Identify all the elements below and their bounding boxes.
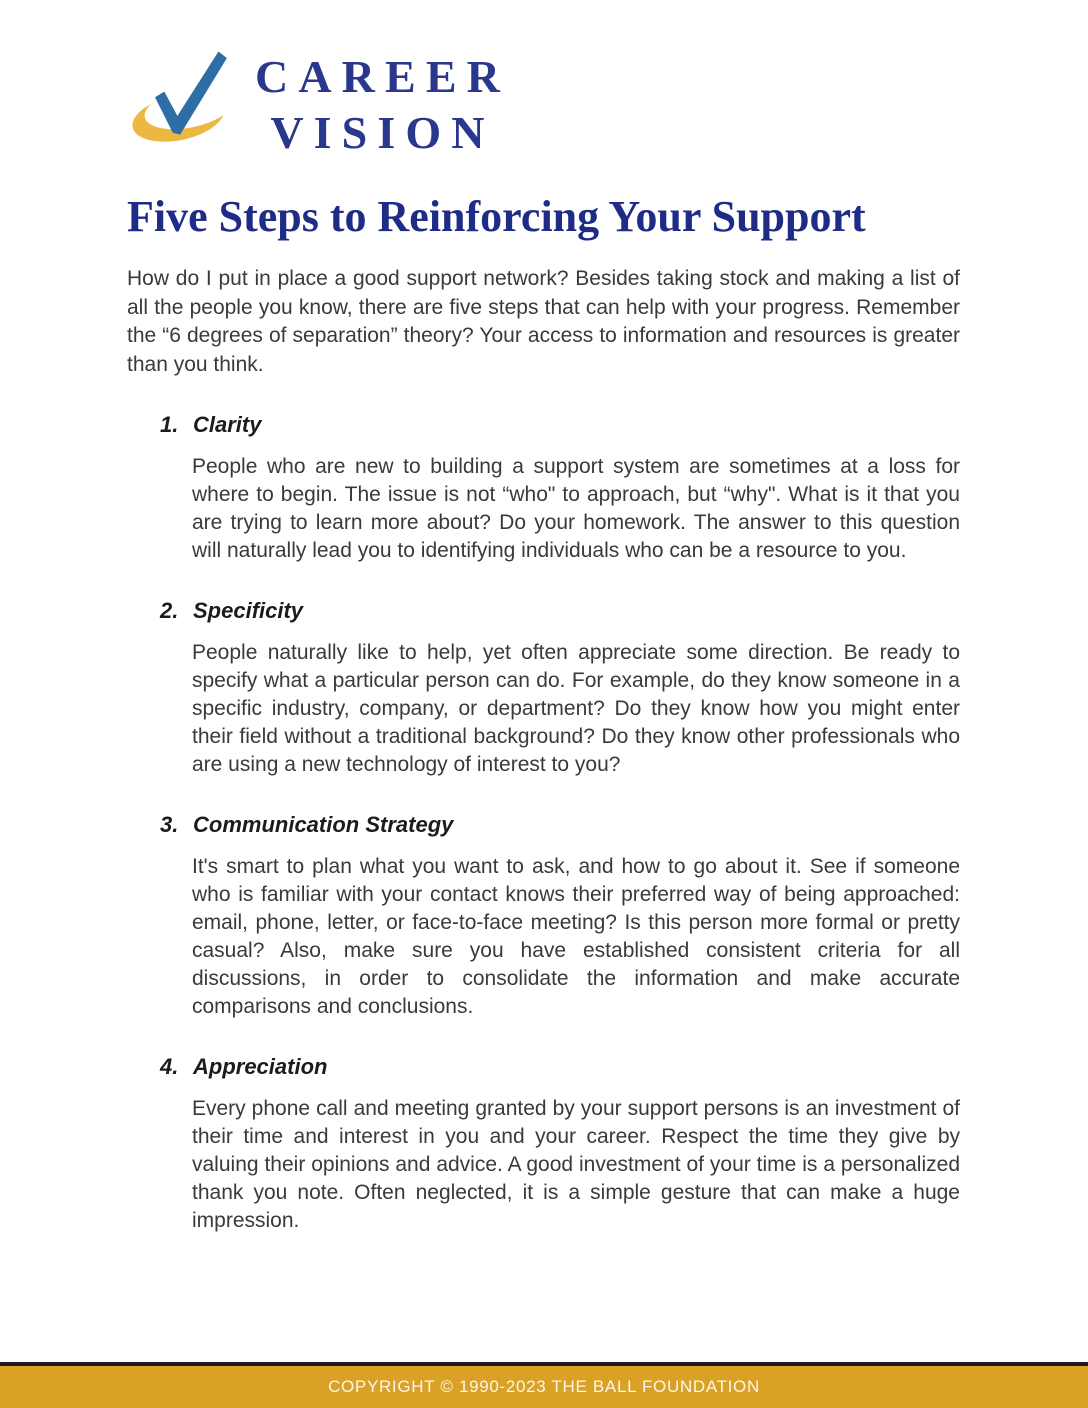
step-body: People who are new to building a support system are sometimes at a loss for where to begin. The issue is not “who" to approach, but “why". What is it that you are trying to learn more about? Do your homework. The answer to this question will naturally lead you to identifying individuals who can be a resource to you. (192, 455, 960, 562)
copyright-text: COPYRIGHT © 1990-2023 THE BALL FOUNDATION (328, 1377, 760, 1396)
step-body: People naturally like to help, yet often appreciate some direction. Be ready to specify what a particular person can do. For example, do they know someone in a specific industry, company, or department? Do they know how you might enter their field without a traditional background? Do they know other professionals who are using a new technology of interest to you? (192, 641, 960, 776)
page-title: Five Steps to Reinforcing Your Support (127, 192, 866, 241)
copyright-footer-bar (0, 1362, 1088, 1408)
career-vision-logo (127, 45, 960, 157)
intro-paragraph: How do I put in place a good support network? Besides taking stock and making a list of all the people you know, there are five steps that can help with your progress. Remember the “6 degrees of separation” theory? Your access to information and resources is greater than you think. (127, 267, 960, 376)
list-item (127, 812, 960, 1021)
list-item (127, 1054, 960, 1235)
step-number: 3. (160, 812, 179, 837)
logo-word-vision: VISION (270, 107, 495, 158)
step-heading (127, 412, 960, 438)
step-body: Every phone call and meeting granted by your support persons is an investment of their time and interest in you and your career. Respect the time they give by valuing their opinions and advice. A good investment of your time is a personalized thank you note. Often neglected, it is a simple gesture that can make a huge impression. (192, 1097, 960, 1232)
step-title: Communication Strategy (193, 812, 454, 837)
step-heading (127, 598, 960, 624)
step-number: 2. (160, 598, 179, 623)
logo-wordmark (255, 45, 510, 161)
step-body: It's smart to plan what you want to ask, and how to go about it. See if someone who is familiar with your contact knows their preferred way of being approached: email, phone, letter, or face-to-face meeting? Is this person more formal or pretty casual? Also, make sure you have established consistent criteria for all discussions, in order to consolidate the information and make accurate comparisons and conclusions. (192, 855, 960, 1018)
list-item (127, 412, 960, 565)
step-number: 4. (160, 1054, 179, 1079)
step-number: 1. (160, 412, 179, 437)
step-title: Appreciation (193, 1054, 328, 1079)
steps-list (127, 412, 960, 1235)
logo-word-career: CAREER (255, 51, 510, 102)
step-title: Specificity (193, 598, 304, 623)
list-item (127, 598, 960, 779)
step-title: Clarity (193, 412, 262, 437)
step-heading (127, 1054, 960, 1080)
step-heading (127, 812, 960, 838)
checkmark-swoosh-icon (127, 45, 239, 157)
